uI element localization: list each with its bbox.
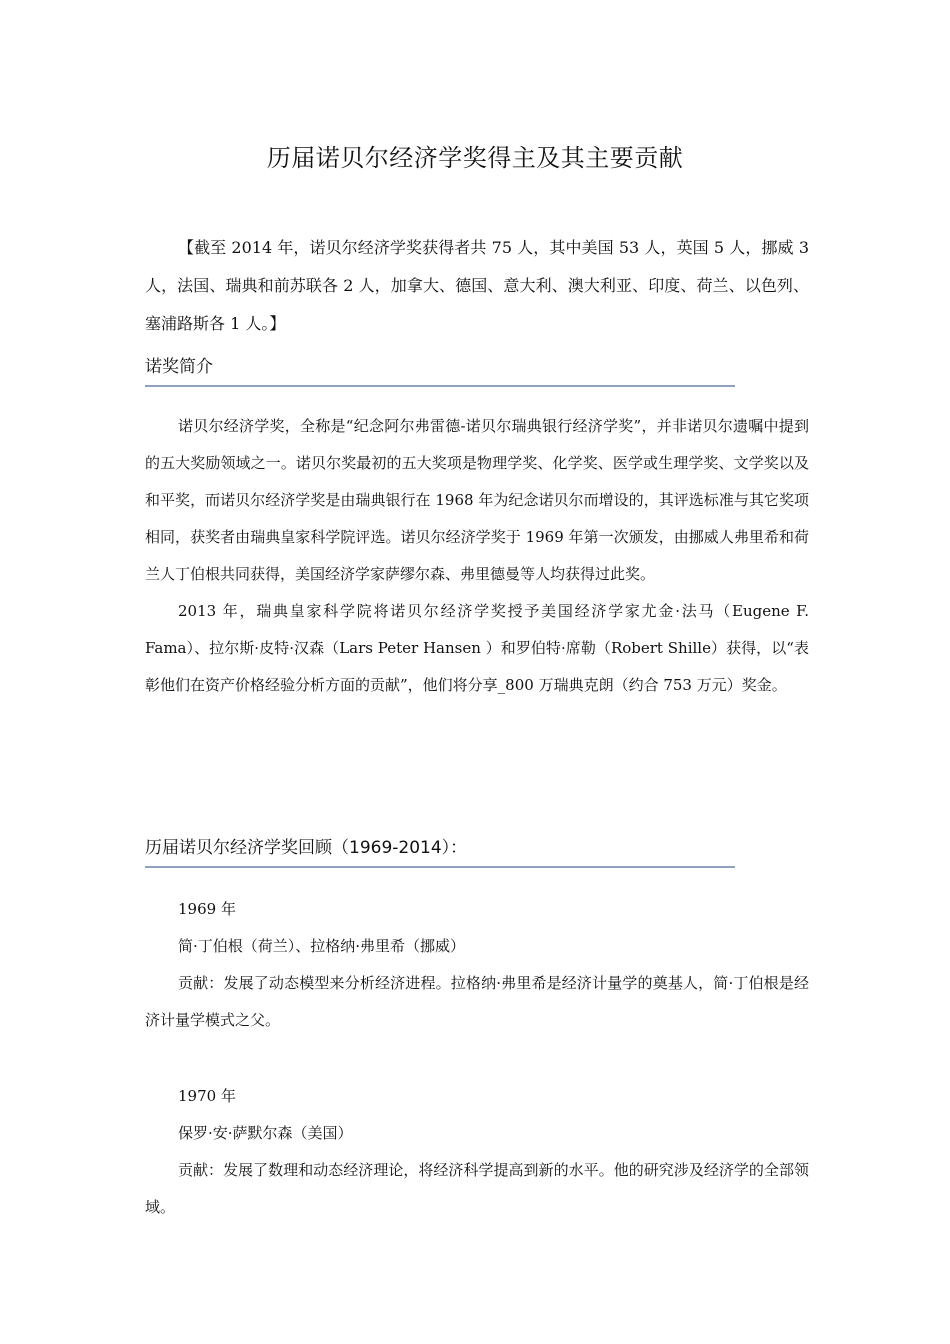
entry-contribution: 贡献：发展了动态模型来分析经济进程。拉格纳·弗里希是经济计量学的奠基人，简·丁伯根是经济计量学模式之父。 xyxy=(145,974,809,1029)
intro-section xyxy=(145,408,809,704)
section-heading-intro: 诺奖简介 xyxy=(145,352,735,387)
intro-paragraph: 诺贝尔经济学奖，全称是“纪念阿尔弗雷德-诺贝尔瑞典银行经济学奖”，并非诺贝尔遗嘱中提到的五大奖励领域之一。诺贝尔奖最初的五大奖项是物理学奖、化学奖、医学或生理学奖、文学奖以及和平奖，而诺贝尔经济学奖是由瑞典银行在 1968 年为纪念诺贝尔而增设的，其评选标准与其它奖项相同，获奖者由瑞典皇家科学院评选。诺贝尔经济学奖于 1969 年第一次颁发，由挪威人弗里希和荷兰人丁伯根共同获得，美国经济学家萨缪尔森、弗里德曼等人均获得过此奖。 xyxy=(145,417,809,583)
section-heading-history: 历届诺贝尔经济学奖回顾（1969-2014）： xyxy=(145,833,735,868)
entry-year: 1969 年 xyxy=(178,900,236,918)
entry-year: 1970 年 xyxy=(178,1087,236,1105)
entry-laureates: 简·丁伯根（荷兰）、拉格纳·弗里希（挪威） xyxy=(178,937,466,955)
entry-laureates: 保罗·安·萨默尔森（美国） xyxy=(178,1124,353,1142)
year-entry xyxy=(145,1078,809,1226)
year-entry xyxy=(145,891,809,1039)
summary-paragraph: 【截至 2014 年，诺贝尔经济学奖获得者共 75 人，其中美国 53 人，英国 5 人，挪威 3 人，法国、瑞典和前苏联各 2 人，加拿大、德国、意大利、澳大利亚、印度、荷兰、以色列、塞浦路斯各 1 人。】 xyxy=(145,238,809,333)
document-title: 历届诺贝尔经济学奖得主及其主要贡献 xyxy=(266,144,684,172)
intro-paragraph: 2013 年，瑞典皇家科学院将诺贝尔经济学奖授予美国经济学家尤金·法马（Eugene F. Fama）、拉尔斯·皮特·汉森（Lars Peter Hansen ）和罗伯特·席勒（Robert Shille）获得，以“表彰他们在资产价格经验分析方面的贡献”，他们将分享_800 万瑞典克朗（约合 753 万元）奖金。 xyxy=(145,602,809,694)
entry-contribution: 贡献：发展了数理和动态经济理论，将经济科学提高到新的水平。他的研究涉及经济学的全部领域。 xyxy=(145,1161,809,1216)
